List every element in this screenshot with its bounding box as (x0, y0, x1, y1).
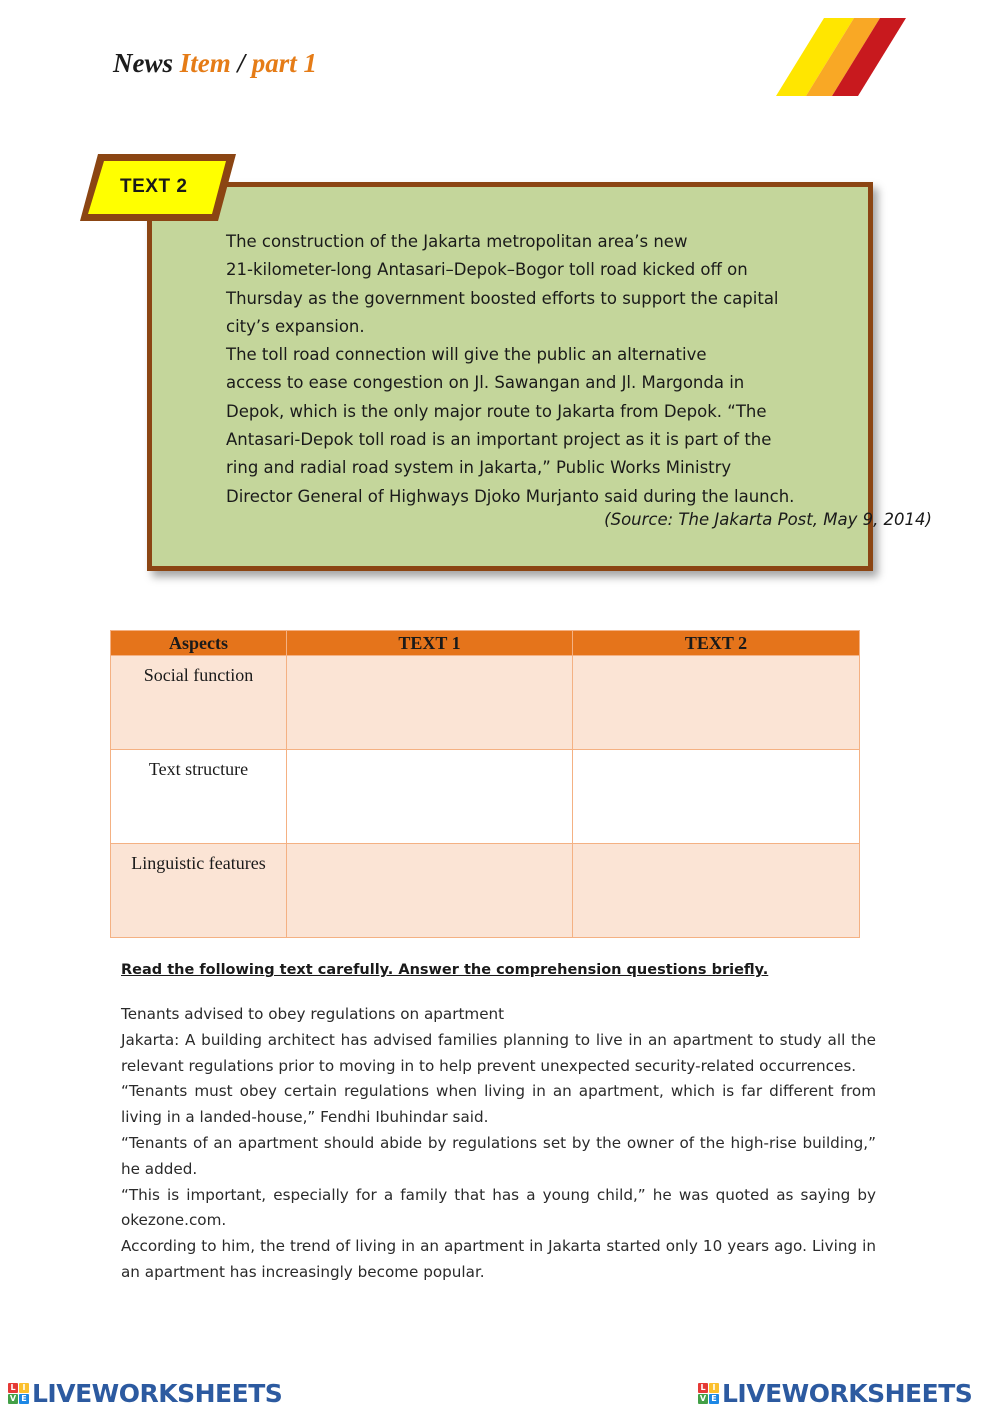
passage-line: ring and radial road system in Jakarta,” Public Works Ministry (226, 458, 732, 478)
article-paragraph: According to him, the trend of living in an apartment in Jakarta started only 10 years ago. Living in an apartment has increasingly become popular. (121, 1237, 876, 1281)
liveworksheets-logo-right[interactable] (698, 1379, 972, 1408)
answer-cell-text1-social[interactable] (287, 656, 573, 750)
table-row (111, 656, 860, 750)
header-text2: TEXT 2 (573, 631, 860, 656)
title-word-news: News (113, 48, 173, 78)
answer-cell-text1-structure[interactable] (287, 750, 573, 844)
title-separator: / (237, 48, 246, 78)
liveworksheets-icon (8, 1383, 29, 1404)
logo-letter: L (8, 1383, 18, 1393)
answer-cell-text2-social[interactable] (573, 656, 860, 750)
header-aspects: Aspects (111, 631, 287, 656)
logo-letter: V (699, 1394, 707, 1403)
article-paragraph: “Tenants of an apartment should abide by regulations set by the owner of the high-rise building,” he added. (121, 1133, 876, 1178)
liveworksheets-brand: LIVEWORKSHEETS (722, 1379, 973, 1408)
answer-cell-text1-linguistic[interactable] (287, 844, 573, 938)
logo-letter: L (698, 1383, 708, 1393)
page-title (113, 48, 317, 79)
article-paragraph: Jakarta: A building architect has advised families planning to live in an apartment to study all the relevant regulations prior to moving in to help prevent unexpected security-related occurrences. (121, 1030, 876, 1075)
liveworksheets-brand: LIVEWORKSHEETS (32, 1379, 283, 1408)
passage-line: The construction of the Jakarta metropolitan area’s new (226, 232, 688, 251)
logo-letter: V (9, 1394, 17, 1403)
answer-cell-text2-linguistic[interactable] (573, 844, 860, 938)
text2-tag-label: TEXT 2 (120, 176, 188, 197)
decorative-stripes-icon (776, 18, 906, 96)
table-row (111, 750, 860, 844)
liveworksheets-icon (698, 1383, 719, 1404)
article-paragraph: “This is important, especially for a family that has a young child,” he was quoted as saying by okezone.com. (121, 1185, 876, 1230)
header-text1: TEXT 1 (287, 631, 573, 656)
text2-passage (226, 228, 811, 511)
passage-line: Antasari-Depok toll road is an important project as it is part of the (226, 430, 772, 450)
aspect-linguistic-features: Linguistic features (111, 844, 287, 938)
article-paragraph: “Tenants must obey certain regulations when living in an apartment, which is far different from living in a landed-house,” Fendhi Ibuhindar said. (121, 1082, 876, 1127)
aspect-text-structure: Text structure (111, 750, 287, 844)
table-row (111, 844, 860, 938)
aspect-social-function: Social function (111, 656, 287, 750)
title-part: part 1 (251, 48, 318, 78)
passage-line: access to ease congestion on Jl. Sawangan and Jl. Margonda in (226, 373, 745, 393)
passage-source: (Source: The Jakarta Post, May 9, 2014) (604, 510, 932, 529)
logo-letter: E (19, 1394, 29, 1404)
logo-letter: E (709, 1394, 719, 1404)
answer-cell-text2-structure[interactable] (573, 750, 860, 844)
aspects-table (110, 630, 860, 938)
passage-line: The toll road connection will give the public an alternative (226, 345, 707, 365)
article (121, 1002, 876, 1286)
logo-letter: I (709, 1383, 719, 1393)
article-title: Tenants advised to obey regulations on apartment (121, 1005, 505, 1023)
passage-line: Director General of Highways Djoko Murjanto said during the launch. (226, 486, 795, 506)
passage-line: Depok, which is the only major route to Jakarta from Depok. “The (226, 401, 767, 421)
passage-line: 21-kilometer-long Antasari–Depok–Bogor toll road kicked off on (226, 260, 748, 280)
instruction-text: Read the following text carefully. Answer the comprehension questions briefly. (121, 962, 769, 978)
title-word-item: Item (179, 48, 231, 78)
logo-letter: I (19, 1383, 29, 1393)
table-header-row (111, 631, 860, 656)
passage-line: city’s expansion. (226, 316, 365, 336)
passage-line: Thursday as the government boosted efforts to support the capital (226, 288, 779, 308)
liveworksheets-logo-left[interactable] (8, 1379, 282, 1408)
